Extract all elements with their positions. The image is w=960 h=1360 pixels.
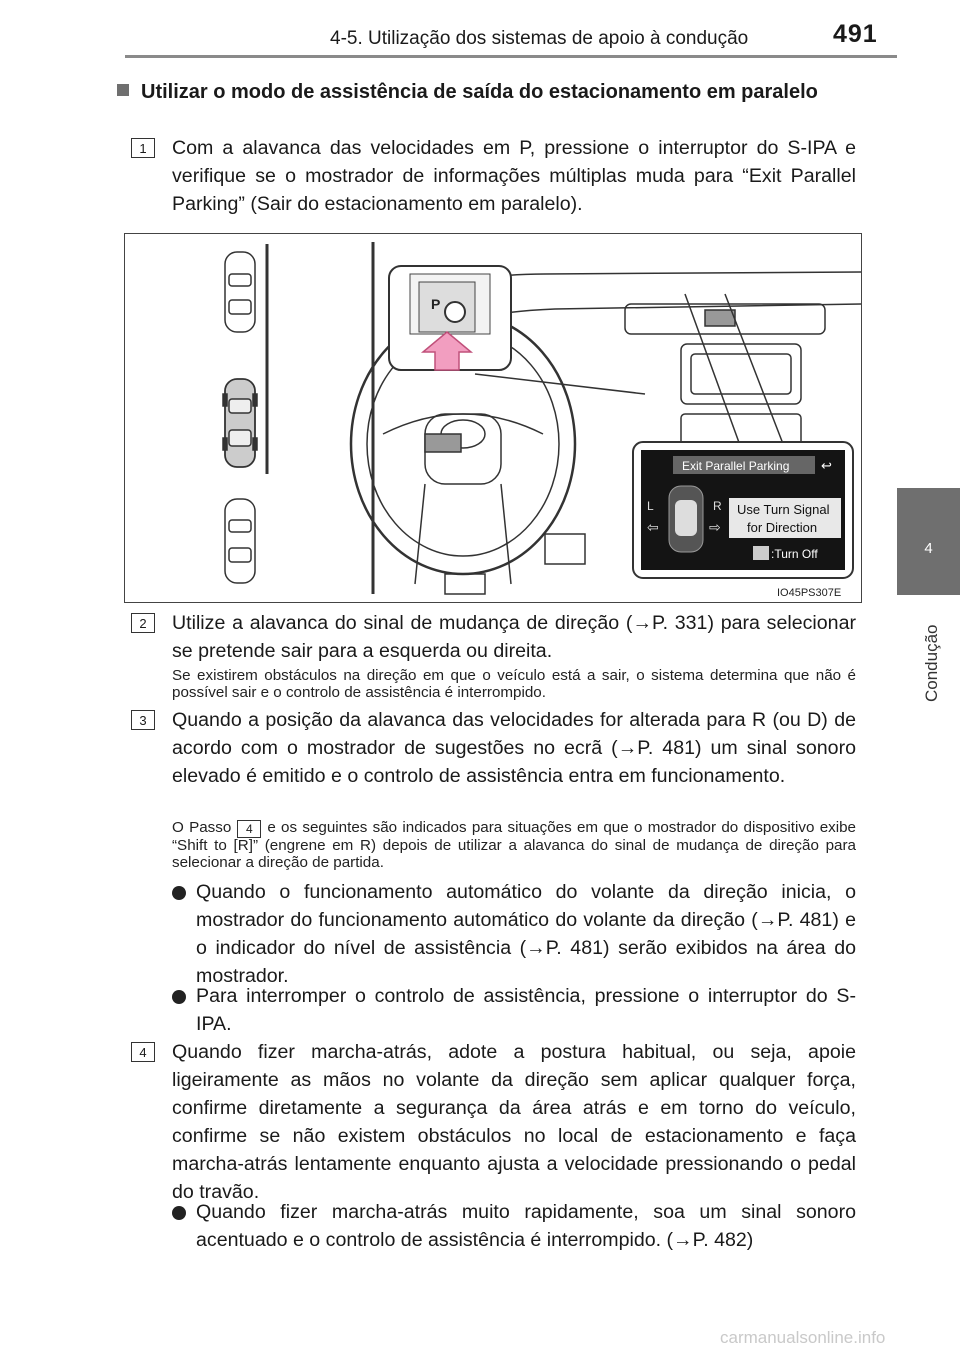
illustration [124, 233, 862, 603]
display-inset [633, 442, 853, 578]
step-2-note: Se existirem obstáculos na direção em que o veículo está a sair, o sistema determina que não é possível sair e o controlo de assistência é interrompido. [172, 667, 856, 701]
step-4-marker: 4 [131, 1042, 155, 1062]
bullet-icon [172, 990, 186, 1004]
section-square-icon [117, 84, 129, 96]
dashboard-illustration [125, 234, 861, 602]
switch-inset [389, 266, 511, 370]
page-number: 491 [833, 20, 878, 48]
message-line1: Use Turn Signal [737, 502, 830, 517]
running-header-title: 4-5. Utilização dos sistemas de apoio à condução [330, 28, 749, 49]
step-1-text: Com a alavanca das velocidades em P, pressione o interruptor do S-IPA e verifique se o mostrador de informações múltiplas muda para “Exit Parallel Parking” (Sair do estacionamento em paralelo). [172, 137, 856, 215]
step-3-text: Quando a posição da alavanca das velocidades for alterada para R (ou D) de acordo com o mostrador de sugestões no ecrã (→P. 481) um sinal sonoro elevado é emitido e o controlo de assistência entra em funcionamento. [172, 709, 856, 787]
p-label: P [431, 296, 441, 312]
left-label: L [647, 499, 654, 513]
step-3-bullet-1: Quando o funcionamento automático do volante da direção inicia, o mostrador do funcionamento automático do volante da direção (→P. 481) e o indicador do nível de assistência (→P. 481) serão exibidos na área do mostrador. [172, 878, 856, 990]
right-label: R [713, 499, 722, 513]
left-arrow-icon: ⇦ [647, 519, 659, 535]
back-icon: ↩ [821, 458, 832, 473]
section-title: Utilizar o modo de assistência de saída do estacionamento em paralelo [117, 78, 857, 106]
screen-title: Exit Parallel Parking [682, 459, 790, 473]
chapter-number: 4 [924, 540, 933, 557]
step-1-marker: 1 [131, 138, 155, 158]
step-2-text: Utilize a alavanca do sinal de mudança de direção (→P. 331) para selecionar se pretende sair para a esquerda ou direita. [172, 612, 856, 662]
watermark: carmanualsonline.info [720, 1328, 886, 1347]
message-line2: for Direction [747, 520, 818, 535]
parking-diagram [223, 242, 373, 594]
bullet-icon [172, 886, 186, 900]
step-3-note: O Passo 4 e os seguintes são indicados para situações em que o mostrador do dispositivo exibe “Shift to [R]” (engrene em R) depois de utilizar a alavanca do sinal de mudança de direção para selecionar a direção de partida. [172, 819, 856, 871]
right-arrow-icon: ⇨ [709, 519, 721, 535]
figure-code: IO45PS307E [777, 587, 842, 599]
step-4-bullet-1: Quando fizer marcha-atrás muito rapidamente, soa um sinal sonoro acentuado e o controlo de assistência é interrompido. (→P. 482) [172, 1198, 856, 1254]
bullet-icon [172, 1206, 186, 1220]
header-rule [125, 55, 897, 58]
step-4-reference: 4 [237, 820, 261, 838]
chapter-label: Condução [922, 624, 941, 702]
turn-off-label: :Turn Off [771, 547, 818, 561]
step-4-text: Quando fizer marcha-atrás, adote a postura habitual, ou seja, apoie ligeiramente as mãos no volante da direção sem aplicar qualquer força, confirme diretamente a segurança da área atrás e em torno do veículo, confirme se não existem obstáculos no local de estacionamento e faça marcha-atrás lentamente enquanto ajusta a velocidade pressionando o pedal do travão. [172, 1041, 856, 1203]
step-3-bullet-2: Para interromper o controlo de assistência, pressione o interruptor do S-IPA. [172, 982, 856, 1038]
step-3-marker: 3 [131, 710, 155, 730]
step-2-marker: 2 [131, 613, 155, 633]
